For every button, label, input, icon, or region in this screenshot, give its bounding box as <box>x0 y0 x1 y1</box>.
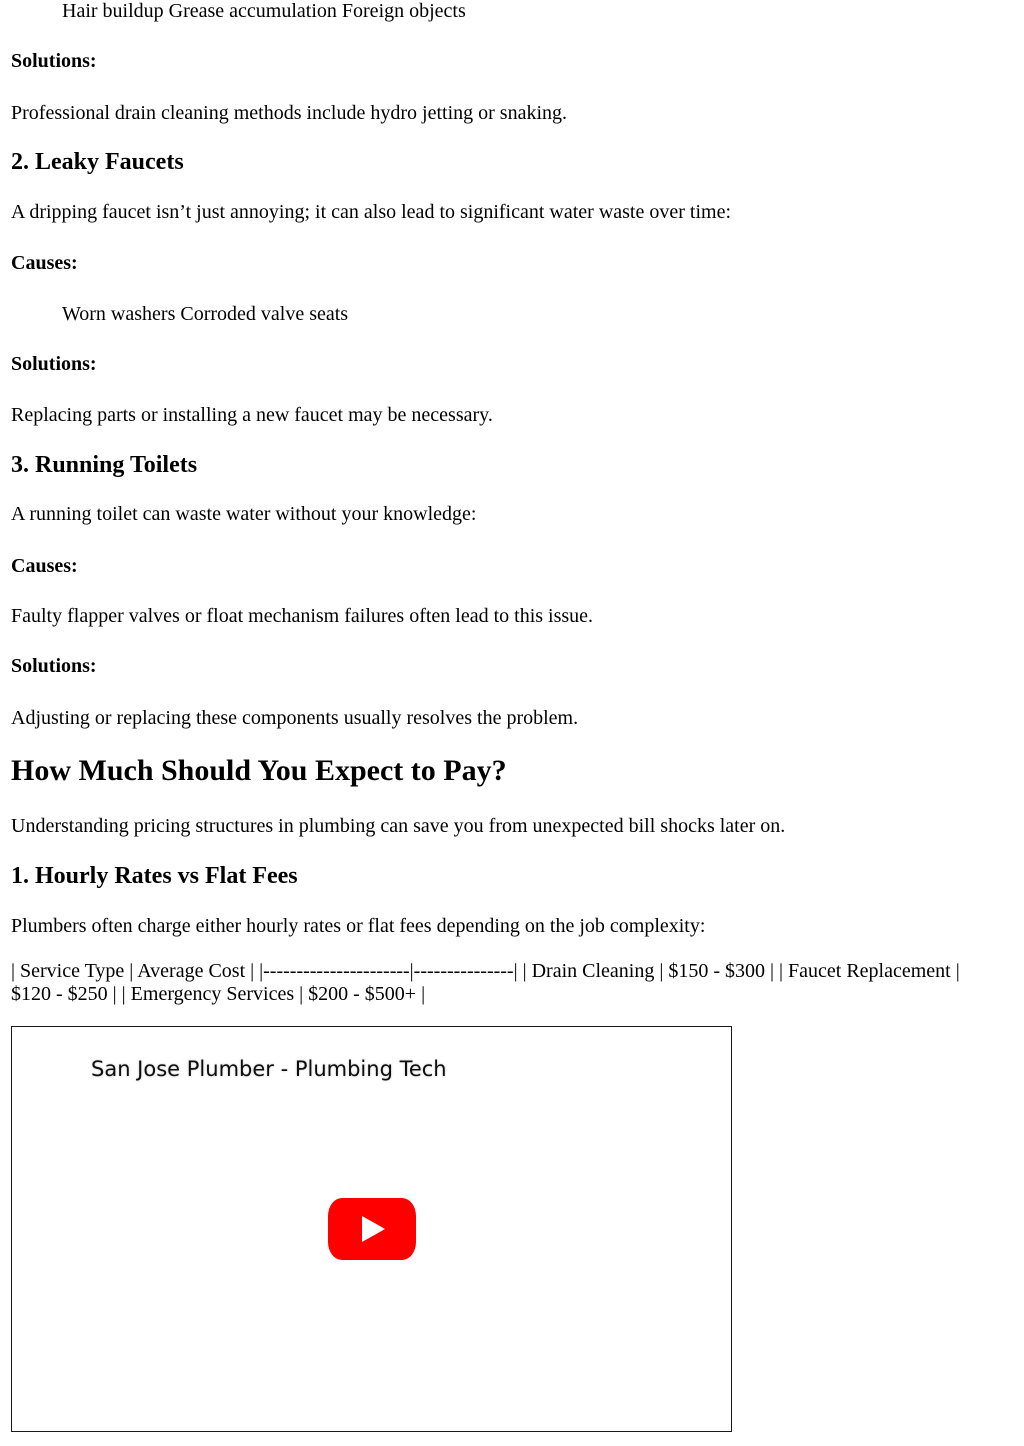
solutions-text: Professional drain cleaning methods include hydro jetting or snaking. <box>11 102 567 124</box>
section-heading-leaky-faucets: 2. Leaky Faucets <box>11 149 184 175</box>
video-title[interactable]: San Jose Plumber - Plumbing Tech <box>91 1057 447 1081</box>
pricing-table-text: | Service Type | Average Cost | |----------------------|---------------| | Drain Cleaning | $150 - $300 | | Faucet Replacement | $120 - $250 | | Emergency Services | $200 - $500+ | <box>11 960 960 1005</box>
video-embed[interactable] <box>11 1026 732 1432</box>
section-heading-running-toilets: 3. Running Toilets <box>11 452 198 478</box>
youtube-play-icon <box>362 1216 385 1242</box>
section-heading-hourly-rates: 1. Hourly Rates vs Flat Fees <box>11 863 298 889</box>
solutions-label: Solutions: <box>11 50 97 72</box>
causes-text: Faulty flapper valves or float mechanism failures often lead to this issue. <box>11 605 594 627</box>
causes-label: Causes: <box>11 252 78 274</box>
solutions-text: Replacing parts or installing a new faucet may be necessary. <box>11 404 493 426</box>
causes-label: Causes: <box>11 555 78 577</box>
pricing-intro: Understanding pricing structures in plumbing can save you from unexpected bill shocks later on. <box>11 815 786 837</box>
solutions-label: Solutions: <box>11 353 97 375</box>
leaky-faucets-intro: A dripping faucet isn’t just annoying; it can also lead to significant water waste over time: <box>11 201 732 223</box>
causes-list-faucet: Worn washers Corroded valve seats <box>62 303 349 325</box>
section-heading-pricing: How Much Should You Expect to Pay? <box>11 754 507 787</box>
running-toilets-intro: A running toilet can waste water without your knowledge: <box>11 503 477 525</box>
solutions-text: Adjusting or replacing these components usually resolves the problem. <box>11 707 579 729</box>
solutions-label: Solutions: <box>11 655 97 677</box>
play-button[interactable] <box>328 1198 416 1260</box>
causes-list-drain: Hair buildup Grease accumulation Foreign objects <box>62 0 466 22</box>
hourly-rates-intro: Plumbers often charge either hourly rates or flat fees depending on the job complexity: <box>11 915 706 937</box>
